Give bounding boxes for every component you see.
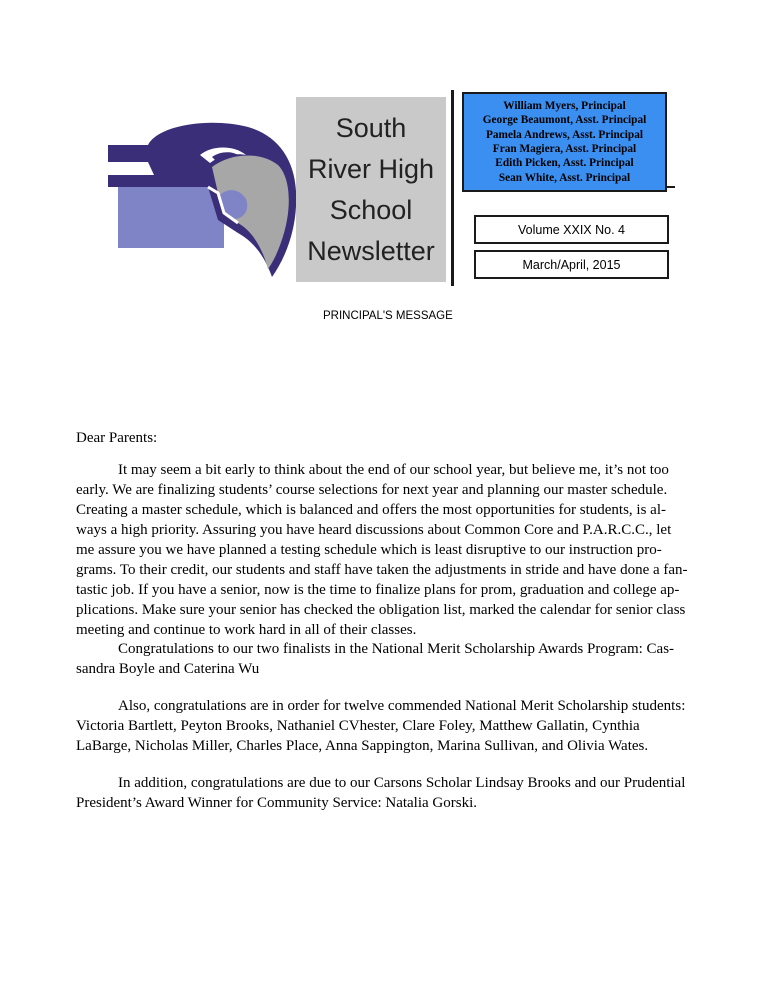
newsletter-title-box [296, 97, 446, 282]
logo-stripe-mid [108, 175, 154, 187]
letter-paragraph-3 [76, 696, 698, 756]
letter-paragraph-1 [76, 460, 698, 640]
staff-asst-2: Pamela Andrews, Asst. Principal [485, 128, 643, 141]
paragraph-line: tastic job. If you have a senior, now is the time to finalize plans for prom, graduation and college ap- [76, 582, 680, 598]
issue-date-box [474, 250, 669, 279]
staff-box-tick [667, 186, 675, 188]
volume-text: Volume XXIX No. 4 [517, 222, 625, 237]
paragraph-line: President’s Award Winner for Community Service: Natalia Gorski. [76, 795, 478, 811]
vertical-divider [451, 90, 454, 286]
title-line-3: School [329, 194, 413, 225]
letter-salutation: Dear Parents: [76, 430, 158, 446]
staff-principal: William Myers, Principal [503, 99, 626, 112]
title-line-1: South [335, 112, 407, 143]
letter-paragraph-2 [76, 639, 698, 679]
paragraph-line: Creating a master schedule, which is balanced and offers the most opportunities for students, is al- [76, 502, 666, 518]
letter-paragraph-4 [76, 773, 698, 813]
paragraph-line: Also, congratulations are in order for twelve commended National Merit Scholarship students: [118, 698, 686, 714]
staff-asst-3: Fran Magiera, Asst. Principal [492, 143, 637, 155]
paragraph-line: LaBarge, Nicholas Miller, Charles Place, Anna Sappington, Marina Sullivan, and Olivia Wates. [76, 738, 649, 754]
logo-stripe-top [108, 145, 148, 162]
paragraph-line: meeting and continue to work hard in all of their classes. [76, 622, 417, 638]
staff-asst-5: Sean White, Asst. Principal [498, 171, 631, 184]
paragraph-line: me assure you we have planned a testing schedule which is least disruptive to our instruction pro- [76, 542, 662, 558]
logo-neck [118, 187, 224, 248]
paragraph-line: early. We are finalizing students’ course selections for next year and planning our master schedule. [76, 482, 668, 498]
paragraph-line: Victoria Bartlett, Peyton Brooks, Nathaniel CVhester, Clare Foley, Matthew Gallatin, Cynthia [76, 718, 640, 734]
issue-date-text: March/April, 2015 [522, 257, 621, 272]
paragraph-line: plications. Make sure your senior has checked the obligation list, marked the calendar for senior class [76, 602, 686, 618]
title-line-2: River High [307, 153, 435, 184]
staff-asst-1: George Beaumont, Asst. Principal [482, 114, 647, 127]
paragraph-line: In addition, congratulations are due to our Carsons Scholar Lindsay Brooks and our Prudential [118, 775, 686, 791]
paragraph-line: ways a high priority. Assuring you have heard discussions about Common Core and P.A.R.C.C., let [76, 522, 672, 538]
paragraph-line: grams. To their credit, our students and staff have taken the adjustments in stride and have done a fan- [76, 562, 688, 578]
staff-asst-4: Edith Picken, Asst. Principal [495, 157, 634, 170]
staff-list-box [462, 92, 667, 192]
hawk-logo [100, 95, 300, 295]
paragraph-line: Congratulations to our two finalists in the National Merit Scholarship Awards Program: Cas- [118, 641, 675, 657]
paragraph-line: It may seem a bit early to think about the end of our school year, but believe me, it’s not too [118, 462, 669, 478]
volume-box [474, 215, 669, 244]
title-line-4: Newsletter [307, 235, 435, 266]
paragraph-line: sandra Boyle and Caterina Wu [76, 661, 260, 677]
section-heading: PRINCIPAL'S MESSAGE [323, 310, 453, 322]
